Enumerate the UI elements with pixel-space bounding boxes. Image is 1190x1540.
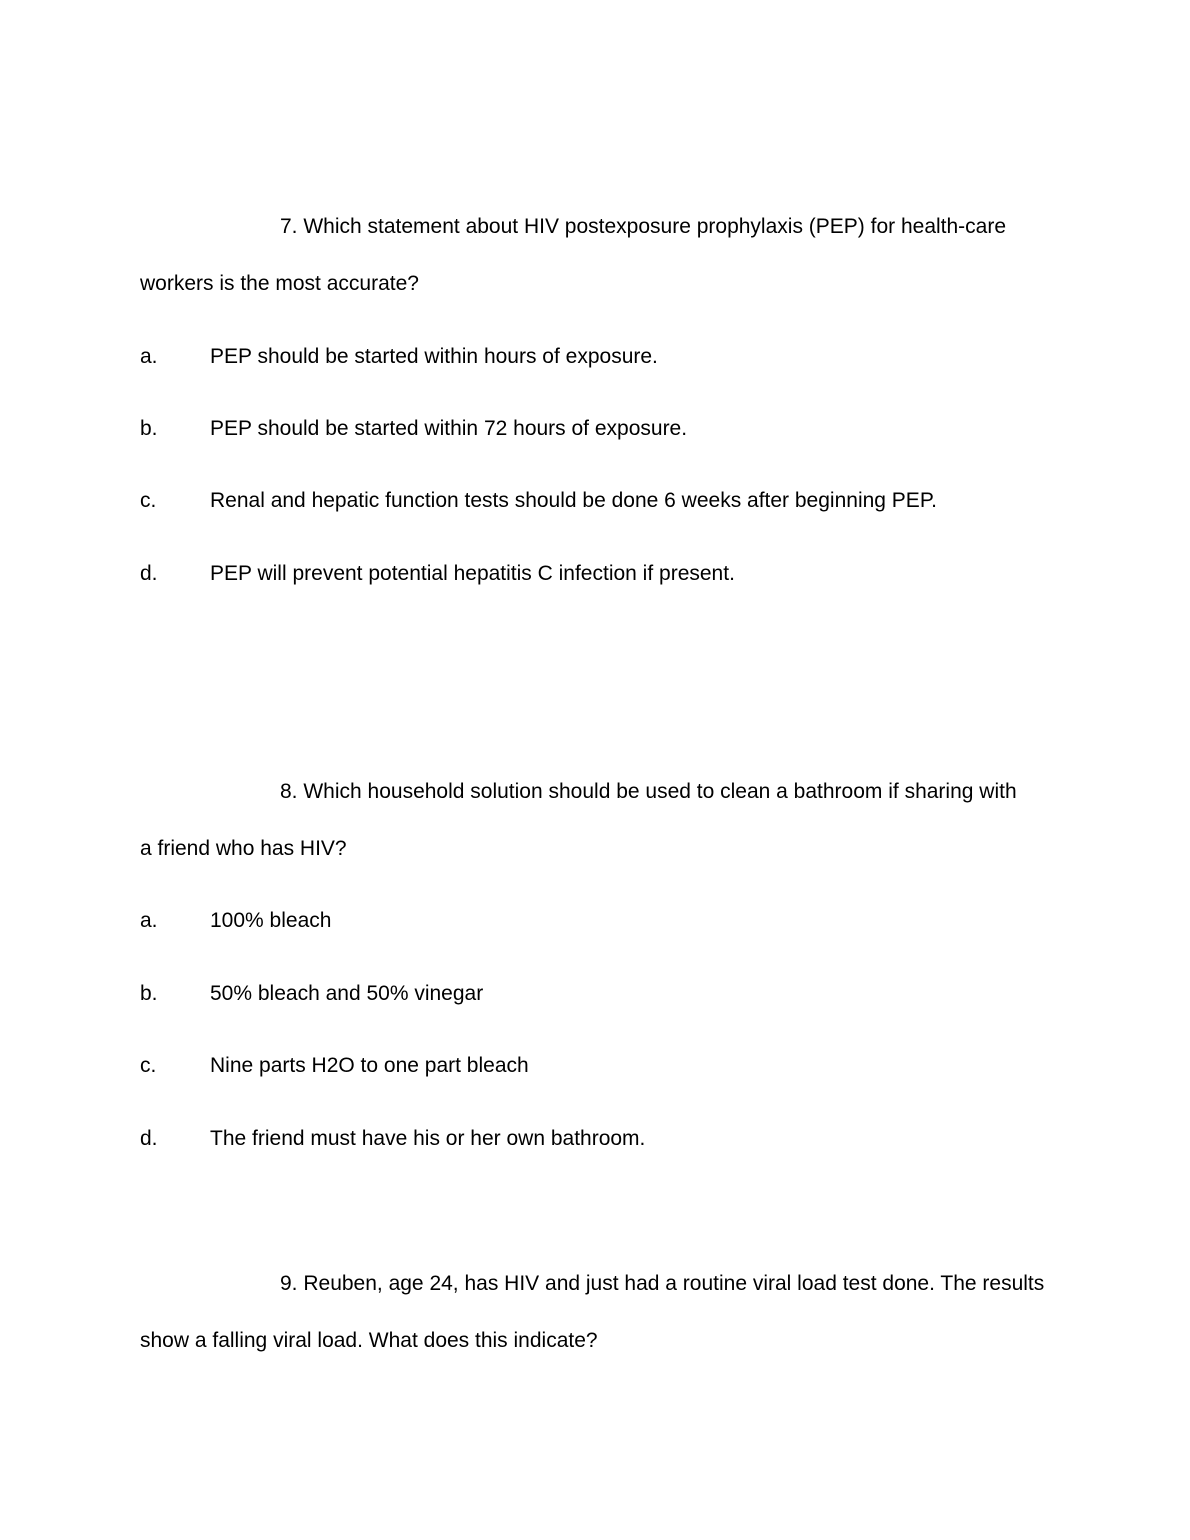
option-text: PEP should be started within 72 hours of exposure.	[210, 417, 688, 440]
question-8-line-1: 8. Which household solution should be used to clean a bathroom if sharing with	[280, 780, 1017, 803]
option-text: Renal and hepatic function tests should be done 6 weeks after beginning PEP.	[210, 489, 937, 512]
option-letter: c.	[140, 1054, 157, 1077]
option-letter: a.	[140, 909, 158, 932]
option-letter: a.	[140, 345, 158, 368]
option-letter: b.	[140, 417, 158, 440]
question-8-line-2: a friend who has HIV?	[140, 837, 347, 860]
option-letter: c.	[140, 489, 157, 512]
option-text: 50% bleach and 50% vinegar	[210, 982, 484, 1005]
option-letter: d.	[140, 562, 158, 585]
option-text: PEP will prevent potential hepatitis C infection if present.	[210, 562, 735, 585]
option-letter: b.	[140, 982, 158, 1005]
question-9-line-2: show a falling viral load. What does this indicate?	[140, 1329, 598, 1352]
question-7-line-1: 7. Which statement about HIV postexposure prophylaxis (PEP) for health-care	[280, 215, 1007, 238]
option-text: The friend must have his or her own bathroom.	[210, 1127, 646, 1150]
option-text: Nine parts H2O to one part bleach	[210, 1054, 529, 1077]
option-text: 100% bleach	[210, 909, 332, 932]
option-letter: d.	[140, 1127, 158, 1150]
option-text: PEP should be started within hours of exposure.	[210, 345, 658, 368]
question-9-line-1: 9. Reuben, age 24, has HIV and just had a routine viral load test done. The results	[280, 1272, 1045, 1295]
question-7-line-2: workers is the most accurate?	[140, 272, 419, 295]
